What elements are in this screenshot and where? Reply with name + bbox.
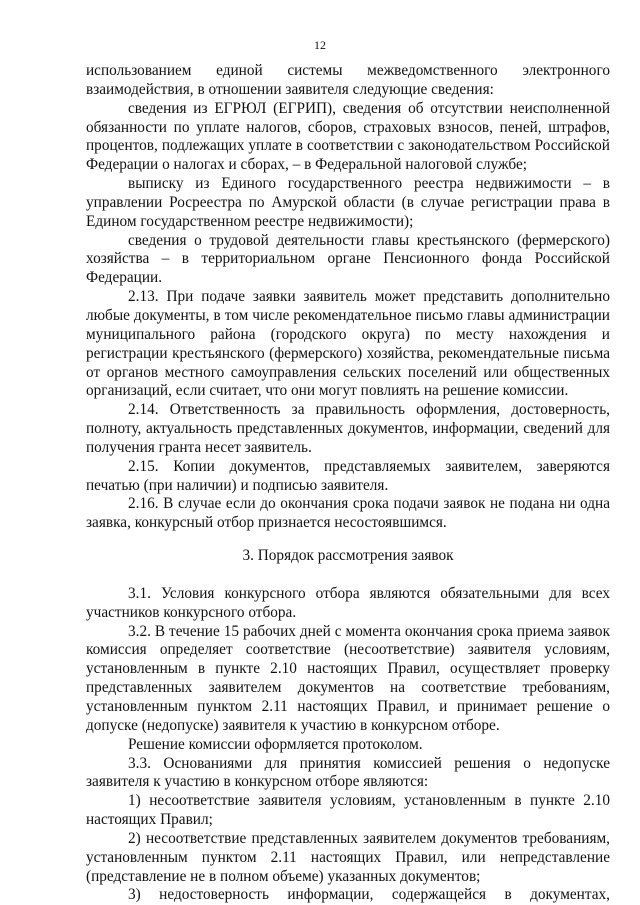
paragraph-3-1: 3.1. Условия конкурсного отбора являются обязательными для всех участников конкурсного отбора.: [86, 584, 610, 621]
paragraph-3-3: 3.3. Основаниями для принятия комиссией решения о недопуске заявителя к участию в конкурсном отборе являются:: [86, 754, 610, 791]
list-item-1: 1) несоответствие заявителя условиям, установленным в пункте 2.10 настоящих Правил;: [86, 792, 610, 829]
paragraph-2-15: 2.15. Копии документов, представляемых заявителем, заверяются печатью (при наличии) и подписью заявителя.: [86, 457, 610, 494]
paragraph-2-13: 2.13. При подаче заявки заявитель может представить дополнительно любые документы, в том числе рекомендательное письмо главы администрации муниципального района (городского округа) по месту нахождения и регистрации крестьянского (фермерского) хозяйства, рекомендательные письма от органов местного самоуправления сельских поселений или общественных организаций, если считает, что они могут повлиять на решение комиссии.: [86, 288, 610, 400]
paragraph-continuation: использованием единой системы межведомственного электронного взаимодействия, в отношении заявителя следующие сведения:: [86, 62, 610, 98]
list-item-2: 2) несоответствие представленных заявителем документов требованиям, установленным пунктом 2.11 настоящих Правил, или непредставление (представление не в полном объеме) указанных документов;: [86, 829, 610, 885]
paragraph-labor-info: сведения о трудовой деятельности главы крестьянского (фермерского) хозяйства – в территориальном органе Пенсионного фонда Российской Федерации.: [86, 231, 610, 287]
paragraph-2-16: 2.16. В случае если до окончания срока подачи заявок не подана ни одна заявка, конкурсный отбор признается несостоявшимся.: [86, 495, 610, 532]
page-number: 12: [314, 38, 326, 52]
list-item-3: 3) недостоверность информации, содержащейся в документах,: [128, 886, 610, 904]
paragraph-3-2: 3.2. В течение 15 рабочих дней с момента окончания срока приема заявок комиссия определяет соответствие (несоответствие) заявителя условиям, установленным в пункте 2.10 настоящих Правил, осуществляет проверку представленных заявителем документов на соответствие требованиям, установленным пунктом 2.11 настоящих Правил, и принимает решение о допуске (недопуске) заявителя к участию в конкурсном отборе.: [86, 622, 610, 734]
section-heading: 3. Порядок рассмотрения заявок: [242, 547, 454, 565]
paragraph-commission-decision: Решение комиссии оформляется протоколом.: [128, 735, 423, 753]
document-body: [86, 62, 610, 905]
paragraph-egrn-extract: выписку из Единого государственного реестра недвижимости – в управлении Росреестра по Амурской области (в случае регистрации права в Едином государственном реестре недвижимости);: [86, 175, 610, 230]
paragraph-egrul-info: сведения из ЕГРЮЛ (ЕГРИП), сведения об отсутствии неисполненной обязанности по уплате налогов, сборов, страховых взносов, пеней, штрафов, процентов, подлежащих уплате в соответствии с законодательством Российской Федерации о налогах и сборах, – в Федеральной налоговой службе;: [86, 99, 610, 174]
paragraph-2-14: 2.14. Ответственность за правильность оформления, достоверность, полноту, актуальность представленных документов, информации, сведений для получения гранта несет заявитель.: [86, 401, 610, 456]
